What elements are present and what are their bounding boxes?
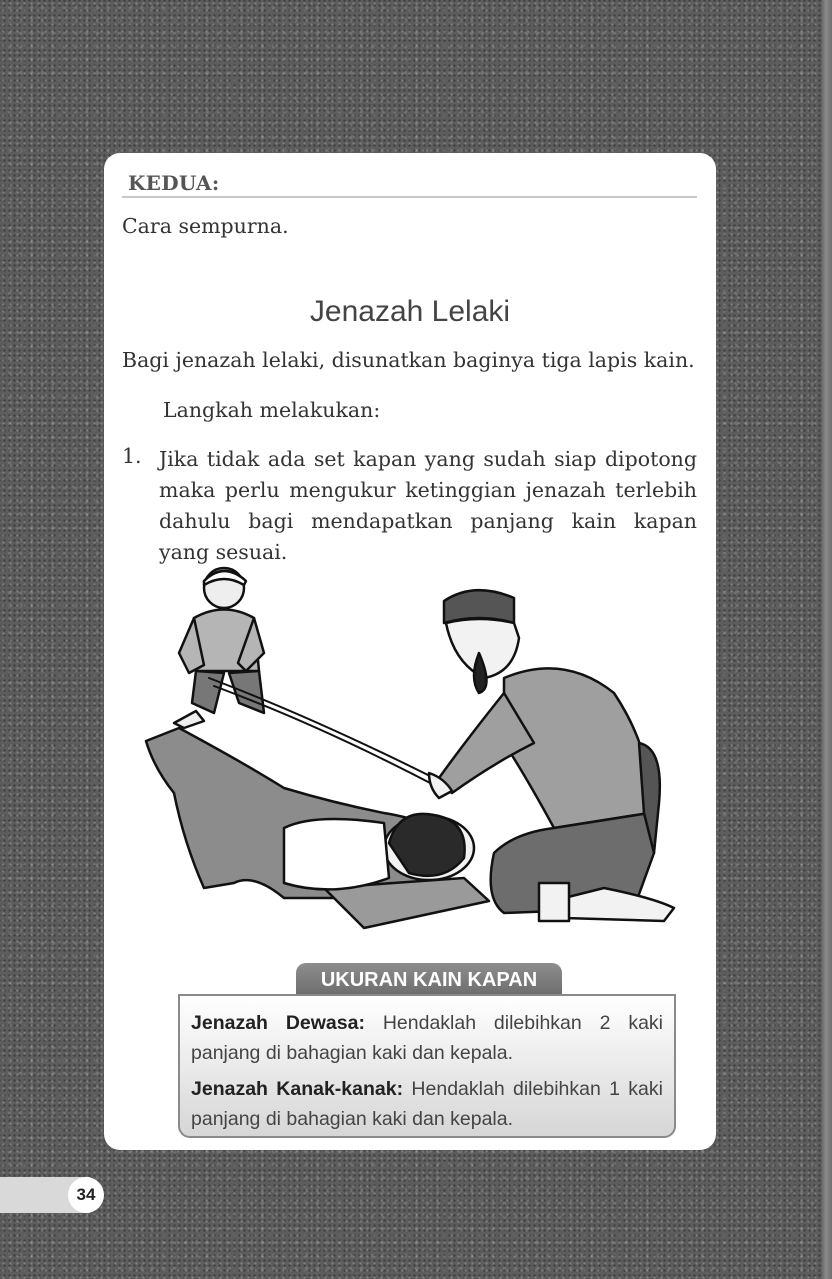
section-divider: [122, 196, 697, 198]
step-number: 1.: [122, 444, 142, 468]
info-item-text: Hendaklah dilebihkan 1 kaki panjang di bahagian kaki dan kepala.: [191, 1078, 663, 1130]
step-text: Jika tidak ada set kapan yang sudah siap dipotong maka perlu mengukur ketinggian jenazah terlebih dahulu bagi mendapatkan panjang kain kapan yang sesuai.: [159, 447, 697, 564]
content-card: [104, 153, 716, 1150]
steps-label: Langkah melakukan:: [163, 398, 381, 422]
info-item-text: Hendaklah dilebihkan 2 kaki panjang di bahagian kaki dan kepala.: [191, 1012, 663, 1064]
page-number: 34: [68, 1177, 104, 1213]
body-paragraph: Bagi jenazah lelaki, disunatkan baginya tiga lapis kain.: [122, 348, 695, 372]
section-label: KEDUA:: [128, 171, 220, 195]
measuring-illustration: [134, 553, 694, 943]
section-heading: Jenazah Lelaki: [309, 295, 511, 328]
page-right-edge: [822, 0, 832, 1279]
intro-text: Cara sempurna.: [122, 214, 289, 238]
info-item: [191, 1074, 663, 1134]
info-box-title: UKURAN KAIN KAPAN: [296, 963, 562, 997]
info-box: [178, 994, 676, 1138]
info-item-label: Jenazah Dewasa:: [191, 1012, 365, 1034]
info-item-label: Jenazah Kanak-kanak:: [191, 1078, 404, 1100]
info-item: [191, 1008, 663, 1068]
